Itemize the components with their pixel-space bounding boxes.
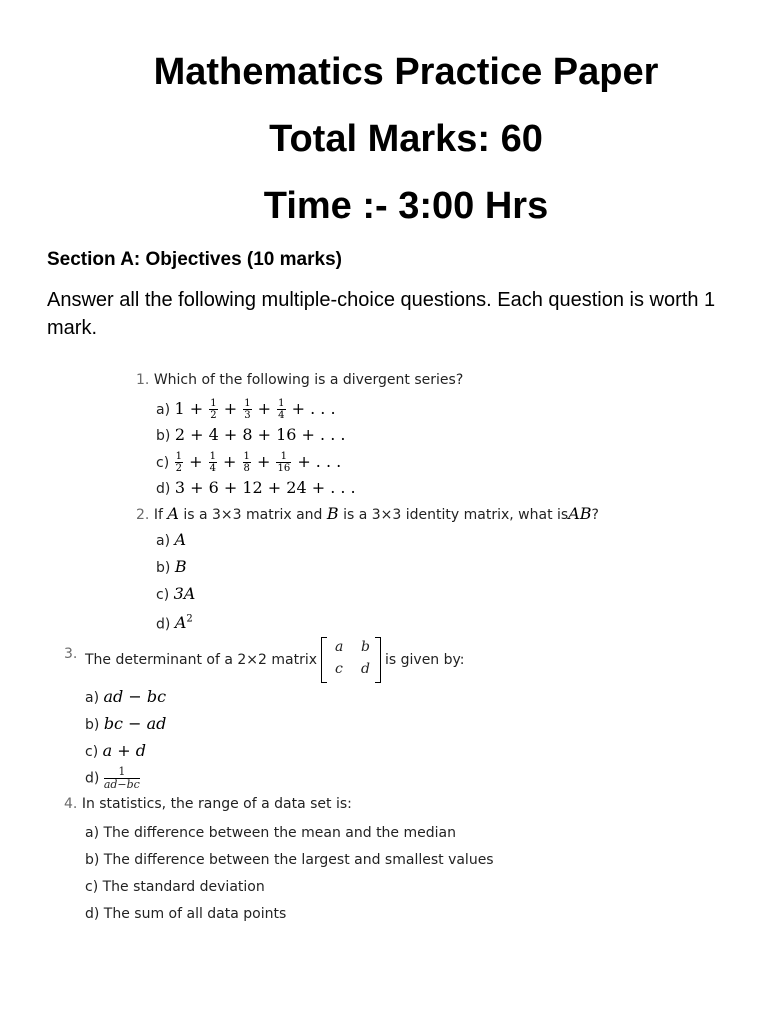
option-label: b) xyxy=(156,560,171,576)
matrix-cell: b xyxy=(361,639,370,655)
math-term: + . . . xyxy=(291,399,336,418)
fraction xyxy=(104,766,140,791)
question-text: is a 3×3 identity matrix, what is xyxy=(343,507,569,523)
math-expression xyxy=(175,613,193,632)
option-label: b) xyxy=(85,717,100,733)
math-expression: 3 + 6 + 12 + 24 + . . . xyxy=(174,478,356,497)
math-exponent: 2 xyxy=(186,614,193,625)
option-b xyxy=(85,714,166,735)
denominator: 2 xyxy=(175,463,182,474)
question-text: The determinant of a 2×2 matrix xyxy=(85,652,317,668)
math-expression: 1 + $\frac{1}{2}$ + $\frac{1}{3}$ + $\frac{1}{4}$ + . . . xyxy=(174,398,336,421)
paper-title: Mathematics Practice Paper xyxy=(153,51,659,93)
fraction xyxy=(209,398,217,421)
denominator: 16 xyxy=(277,463,291,474)
math-base: A xyxy=(174,613,187,633)
option-a xyxy=(156,398,336,421)
question-number: 2. xyxy=(136,507,150,523)
option-b xyxy=(156,557,187,578)
math-symbol: A xyxy=(167,504,179,523)
math-expression: a + d xyxy=(102,741,146,760)
numerator: 1 xyxy=(104,766,140,779)
option-label: c) xyxy=(156,455,170,471)
math-expression: ad − bc xyxy=(103,687,167,706)
question-3-number xyxy=(64,646,77,662)
numerator: 1 xyxy=(243,451,250,462)
question-text: Which of the following is a divergent series? xyxy=(153,372,464,388)
option-a xyxy=(156,530,186,551)
question-text: If xyxy=(153,507,163,523)
option-c xyxy=(156,451,341,474)
matrix-cell: d xyxy=(361,661,370,677)
numerator: 1 xyxy=(209,451,216,462)
option-d xyxy=(85,766,140,791)
option-c xyxy=(156,584,195,605)
math-expression: 2 + 4 + 8 + 16 + . . . xyxy=(174,425,346,444)
math-expression: 3A xyxy=(173,584,196,603)
question-4 xyxy=(64,796,352,812)
math-symbol: B xyxy=(326,504,339,523)
section-instructions: Answer all the following multiple-choice questions. Each question is worth 1 mark. xyxy=(47,289,716,339)
matrix xyxy=(321,637,381,683)
fraction xyxy=(243,398,251,421)
question-text: ? xyxy=(591,507,599,523)
option-label: c) xyxy=(156,587,170,603)
option-label: d) xyxy=(156,616,171,633)
question-1 xyxy=(136,372,463,388)
denominator: 8 xyxy=(243,463,250,474)
fraction xyxy=(276,451,291,474)
option-c xyxy=(85,741,146,762)
numerator: 1 xyxy=(210,398,217,409)
section-heading: Section A: Objectives (10 marks) xyxy=(47,249,342,270)
option-a: a) The difference between the mean and the median xyxy=(85,825,456,841)
math-expression: bc − ad xyxy=(103,714,167,733)
option-d xyxy=(156,610,193,634)
option-label: b) xyxy=(156,428,171,444)
denominator: 4 xyxy=(278,410,285,421)
option-label: a) xyxy=(156,533,171,549)
denominator: 2 xyxy=(210,410,217,421)
time-allowed: Time :- 3:00 Hrs xyxy=(263,185,549,227)
math-expression: $\frac{1}{2}$ + $\frac{1}{4}$ + $\frac{1}{8}$ + $\frac{1}{16}$ + . . . xyxy=(175,451,342,474)
option-d xyxy=(156,478,356,499)
matrix-cell: a xyxy=(335,639,344,655)
numerator: 1 xyxy=(276,451,291,463)
math-term: + . . . xyxy=(297,452,342,471)
math-term: 1 + xyxy=(174,399,204,418)
matrix-cell: c xyxy=(335,661,343,677)
option-label: d) xyxy=(156,481,171,497)
numerator: 1 xyxy=(244,398,251,409)
question-number: 1. xyxy=(136,372,150,388)
total-marks: Total Marks: 60 xyxy=(269,118,543,160)
option-label: d) xyxy=(85,770,100,787)
option-b: b) The difference between the largest and smallest values xyxy=(85,852,494,868)
option-label: c) xyxy=(85,744,99,760)
question-2 xyxy=(136,504,599,523)
option-label: a) xyxy=(156,402,171,418)
option-b xyxy=(156,425,345,446)
math-expression: A xyxy=(174,530,187,549)
fraction xyxy=(243,451,251,474)
option-d: d) The sum of all data points xyxy=(85,906,287,922)
fraction xyxy=(175,451,183,474)
question-text: is given by: xyxy=(385,652,465,668)
left-bracket xyxy=(321,637,327,683)
question-text: In statistics, the range of a data set is: xyxy=(81,796,352,812)
math-symbol: AB xyxy=(568,504,592,523)
question-number: 3. xyxy=(64,646,78,662)
fraction xyxy=(209,451,217,474)
question-number: 4. xyxy=(64,796,78,812)
right-bracket xyxy=(375,637,381,683)
question-3 xyxy=(85,636,465,684)
fraction xyxy=(277,398,285,421)
question-text: is a 3×3 matrix and xyxy=(183,507,323,523)
option-label: a) xyxy=(85,690,100,706)
option-c: c) The standard deviation xyxy=(85,879,265,895)
numerator: 1 xyxy=(175,451,182,462)
math-expression: B xyxy=(174,557,187,576)
numerator: 1 xyxy=(278,398,285,409)
denominator: 3 xyxy=(244,410,251,421)
option-a xyxy=(85,687,166,708)
denominator: ad−bc xyxy=(103,778,140,791)
denominator: 4 xyxy=(209,463,216,474)
